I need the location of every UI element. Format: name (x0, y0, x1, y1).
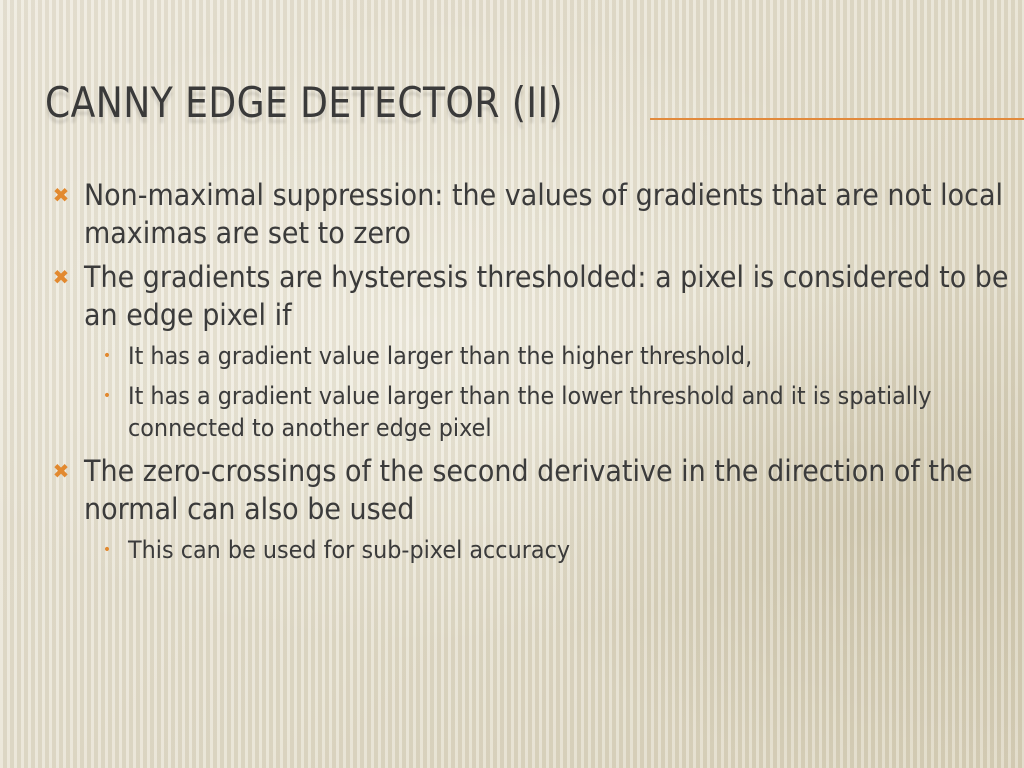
sub-bullet-item (50, 534, 1000, 566)
dot-icon: • (102, 348, 112, 364)
sub-bullet-item (50, 380, 1000, 444)
sub-bullet-text: It has a gradient value larger than the lower threshold and it is spatially connected to another edge pixel (128, 382, 932, 442)
x-mark-icon: ✖ (52, 265, 70, 289)
bullet-item (50, 176, 1003, 252)
sub-bullet-text: This can be used for sub-pixel accuracy (128, 536, 571, 564)
bullet-item (50, 452, 1000, 528)
bullet-text: The zero-crossings of the second derivative in the direction of the normal can also be used (84, 454, 973, 526)
sub-bullet-text: It has a gradient value larger than the higher threshold, (128, 342, 753, 370)
bullet-text: The gradients are hysteresis thresholded: a pixel is considered to be an edge pixel if (84, 260, 1009, 332)
x-mark-icon: ✖ (52, 459, 70, 483)
sub-bullet-item (50, 340, 1000, 372)
bullet-item (50, 258, 1009, 334)
x-mark-icon: ✖ (52, 183, 70, 207)
slide-title: CANNY EDGE DETECTOR (II) (45, 78, 564, 127)
bullet-text: Non-maximal suppression: the values of gradients that are not local maximas are set to zero (84, 178, 1003, 250)
dot-icon: • (102, 542, 112, 558)
bullet-list (50, 176, 1009, 574)
title-underline (650, 118, 1024, 120)
dot-icon: • (102, 388, 112, 404)
title-bar (0, 78, 1024, 138)
